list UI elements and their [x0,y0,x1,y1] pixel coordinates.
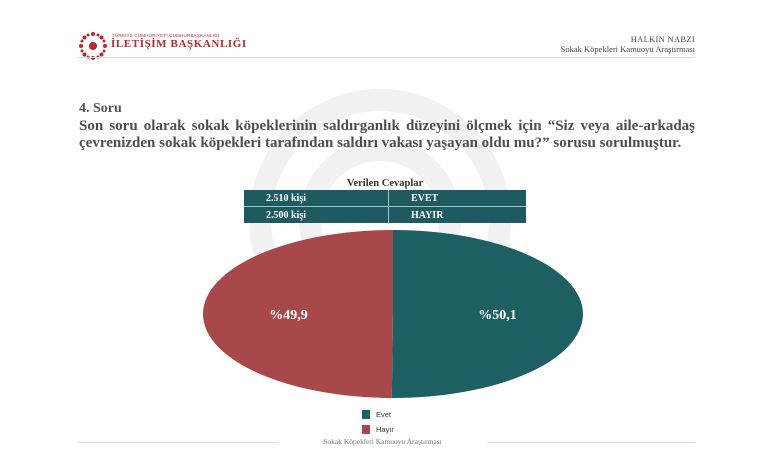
answer-count: 2.500 kişi [244,207,389,224]
answers-title: Verilen Cevaplar [346,178,424,189]
legend-item-evet [362,408,394,421]
header-org-small: TÜRKİYE CUMHURİYETİ CUMHURBAŞKANLIĞI [112,33,220,38]
pie-label-evet: %50,1 [478,308,517,323]
chart-legend [362,408,394,438]
header-right-title: HALKIN NABZI [630,34,695,44]
footer-divider-right [487,442,695,443]
question-text: Son soru olarak sokak köpeklerinin saldırganlık düzeyini ölçmek için “Siz veya aile-arkadaş çevrenizden sokak köpekleri tarafından saldırı vakası yaşayan oldu mu?” sorusu sorulmuştur. [79,118,695,151]
legend-label-evet: Evet [376,410,392,419]
answer-value: EVET [389,190,527,207]
legend-label-hayir: Hayır [376,425,394,434]
legend-item-hayir [362,423,394,436]
legend-swatch-evet [362,410,370,419]
question-heading: 4. Soru [79,101,122,116]
header-right-subtitle: Sokak Köpekleri Kamuoyu Araştırması [560,44,695,54]
header-org-name: İLETİŞİM BAŞKANLIĞI [111,38,247,50]
answer-count: 2.510 kişi [244,190,389,207]
answer-value: HAYIR [411,209,444,221]
legend-swatch-hayir [362,425,370,434]
pie-label-hayir: %49,9 [269,307,308,323]
footer-text: Sokak Köpekleri Kamuoyu Araştırması [323,437,442,446]
footer-divider-left [78,442,278,443]
